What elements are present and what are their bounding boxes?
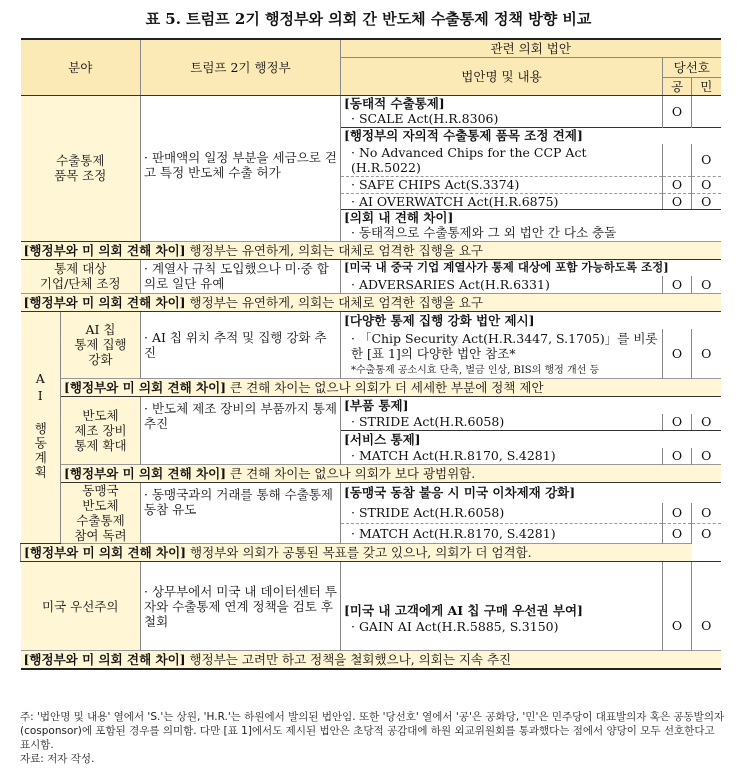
comparison-table	[20, 38, 721, 670]
header-law-name: 법안명 및 내용	[341, 57, 663, 95]
ai-chip-diff-row	[61, 379, 721, 397]
admin-ally: · 동맹국과의 거래를 통해 수출통제 동참 유도	[141, 483, 341, 544]
ai-chip-diff-text: 큰 견해 차이는 없으나 의회가 더 세세한 부분에 정책 제안	[230, 380, 544, 395]
category-america-first: 미국 우선주의	[21, 562, 141, 651]
equip-l1-min: O	[692, 414, 721, 431]
equip-law-match: · MATCH Act(H.R.8170, S.4281)	[341, 448, 663, 465]
diff-label: [행정부와 미 의회 견해 차이]	[64, 466, 227, 481]
admin-export: · 판매액의 일정 부분을 세금으로 걷고 특정 반도체 수출 허가	[141, 95, 341, 241]
target-diff-row	[21, 293, 721, 311]
export-law-safechips: · SAFE CHIPS Act(S.3374)	[341, 176, 663, 193]
ally-l1-gong: O	[663, 503, 692, 523]
export-group3-head: [의회 내 견해 차이]	[341, 209, 721, 225]
first-diff-row	[21, 651, 721, 669]
export-g1-min	[692, 95, 721, 127]
category-ai-plan: AI 행동계획	[21, 311, 61, 544]
header-gong: 공	[663, 77, 692, 95]
admin-ai-chip: · AI 칩 위치 추적 및 집행 강화 추진	[141, 311, 341, 379]
target-gong: O	[663, 276, 692, 293]
export-law3-min: O	[692, 193, 721, 209]
ally-diff-row	[21, 544, 692, 562]
category-equip: 반도체 제조 장비 통제 확대	[61, 397, 141, 465]
note-main: 주: '법안명 및 내용' 열에서 'S.'는 상원, 'H.R.'는 하원에서 발의된 법안임. 또한 '당선호' 열에서 '공'은 공화당, '민'은 민주당이 대표발의자 혹은 공동발의자(cosponsor)에 포함된 경우를 의미함. 다만 [표 1]에서도 제시된 법안은 초당적 공감대에 하원 외교위원회를 통과했다는 점에서 양당이 모두 선호한다고 표시함.	[20, 711, 725, 751]
diff-label: [행정부와 미 의회 견해 차이]	[24, 545, 187, 560]
admin-equip: · 반도체 제조 장비의 부품까지 통제 추진	[141, 397, 341, 465]
ai-chip-min: O	[692, 329, 721, 379]
equip-diff-row	[61, 465, 721, 483]
export-law2-min: O	[692, 176, 721, 193]
ai-chip-note: *수출통제 공소시효 단축, 벌금 인상, BIS의 행정 개선 등	[341, 363, 663, 379]
export-law3-gong: O	[663, 193, 692, 209]
diff-label: [행정부와 미 의회 견해 차이]	[64, 380, 227, 395]
equip-l1-gong: O	[663, 414, 692, 431]
ai-chip-law: · 「Chip Security Act(H.R.3447, S.1705)」를 비롯한 [표 1]의 다양한 법안 참조*	[341, 329, 663, 363]
equip-diff-text: 큰 견해 차이는 없으나 의회가 보다 광범위함.	[230, 466, 476, 481]
target-min: O	[692, 276, 721, 293]
export-g1-gong: O	[663, 95, 692, 127]
ally-head: [동맹국 동참 불응 시 미국 이차제재 강화]	[341, 483, 721, 503]
equip-head1: [부품 통제]	[341, 397, 721, 414]
export-law-overwatch: · AI OVERWATCH Act(H.R.6875)	[341, 193, 663, 209]
ally-law-stride: · STRIDE Act(H.R.6058)	[341, 503, 663, 523]
ally-law-match: · MATCH Act(H.R.8170, S.4281)	[341, 523, 663, 543]
export-law-noadvanced: · No Advanced Chips for the CCP Act (H.R.5022)	[341, 144, 663, 176]
admin-america-first: · 상무부에서 미국 내 데이터센터 투자와 수출통제 연계 정책을 검토 후 철회	[141, 562, 341, 651]
export-law-scale: · SCALE Act(H.R.8306)	[341, 111, 663, 127]
header-related: 관련 의회 법안	[341, 39, 721, 57]
ai-chip-head: [다양한 통제 집행 강화 법안 제시]	[341, 311, 721, 329]
table-notes	[20, 710, 725, 766]
diff-label: [행정부와 미 의회 견해 차이]	[23, 242, 186, 258]
export-law1-min: O	[692, 144, 721, 176]
category-target: 통제 대상 기업/단체 조정	[21, 259, 141, 293]
ally-l2-gong: O	[663, 523, 692, 543]
admin-target: · 계열사 규칙 도입했으나 미·중 합의로 일단 유예	[141, 259, 341, 293]
note-source: 자료: 저자 작성.	[20, 753, 95, 765]
ally-diff-text: 행정부와 의회가 공통된 목표를 갖고 있으나, 의회가 더 엄격함.	[190, 545, 532, 560]
export-group3-text: · 동태적으로 수출통제와 그 외 법안 간 다소 충돌	[341, 225, 721, 241]
export-group1-head: [동태적 수출통제]	[341, 95, 663, 111]
ally-l1-min: O	[692, 503, 721, 523]
header-party: 당선호	[663, 57, 721, 77]
first-law-gain: · GAIN AI Act(H.R.5885, S.3150)	[341, 619, 663, 651]
export-diff-text: 행정부는 유연하게, 의회는 대체로 엄격한 집행을 요구	[189, 242, 484, 258]
header-admin: 트럼프 2기 행정부	[141, 39, 341, 95]
target-law-adversaries: · ADVERSARIES Act(H.R.6331)	[341, 276, 663, 293]
export-group2-head: [행정부의 자의적 수출통제 품목 조정 견제]	[341, 127, 721, 144]
table-title: 표 5. 트럼프 2기 행정부와 의회 간 반도체 수출통제 정책 방향 비교	[145, 10, 592, 28]
target-head: [미국 내 중국 기업 계열사가 통제 대상에 포함 가능하도록 조정]	[341, 259, 721, 276]
target-diff-text: 행정부는 유연하게, 의회는 대체로 엄격한 집행을 요구	[189, 294, 484, 310]
export-diff-row	[21, 241, 721, 259]
equip-l2-gong: O	[663, 448, 692, 465]
ally-l2-min: O	[692, 523, 721, 543]
export-law2-gong: O	[663, 176, 692, 193]
first-head: [미국 내 고객에게 AI 칩 구매 우선권 부여]	[341, 602, 663, 619]
category-ally: 동맹국 반도체 수출통제 참여 독려	[61, 483, 141, 544]
equip-law-stride: · STRIDE Act(H.R.6058)	[341, 414, 663, 431]
diff-label: [행정부와 미 의회 견해 차이]	[23, 294, 186, 310]
equip-head2: [서비스 통제]	[341, 431, 721, 448]
equip-l2-min: O	[692, 448, 721, 465]
category-ai-chip: AI 칩 통제 집행 강화	[61, 311, 141, 379]
header-field: 분야	[21, 39, 141, 95]
first-min: O	[692, 602, 721, 651]
header-min: 민	[692, 77, 721, 95]
first-diff-text: 행정부는 고려만 하고 정책을 철회했으나, 의회는 지속 추진	[189, 651, 512, 667]
category-export: 수출통제 품목 조정	[21, 95, 141, 241]
first-gong: O	[663, 602, 692, 651]
ai-chip-gong: O	[663, 329, 692, 379]
export-law1-gong	[663, 144, 692, 176]
diff-label: [행정부와 미 의회 견해 차이]	[23, 651, 186, 667]
